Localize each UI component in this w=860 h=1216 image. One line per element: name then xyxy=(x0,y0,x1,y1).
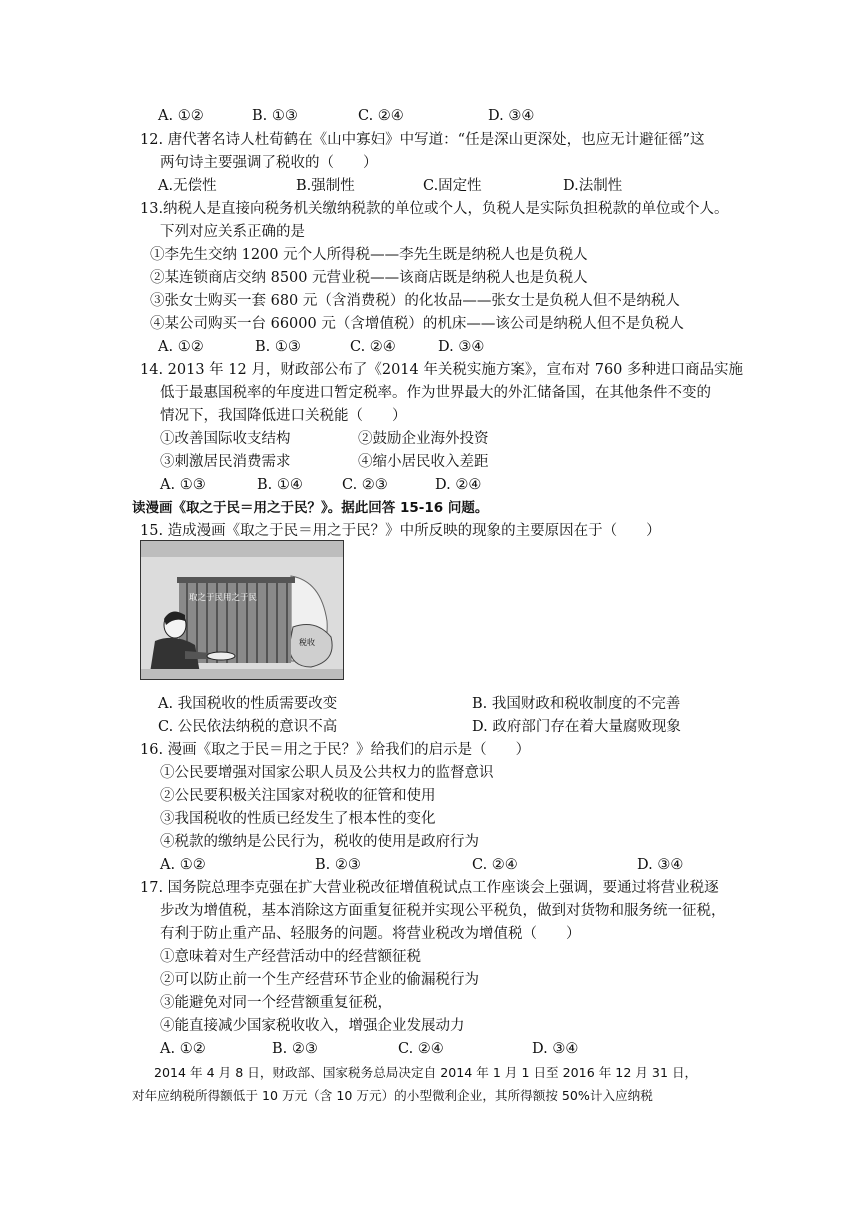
q13-stem-line-1: 13.纳税人是直接向税务机关缴纳税款的单位或个人，负税人是实际负担税款的单位或个人。 xyxy=(140,201,729,217)
cartoon-bag-text: 税收 xyxy=(299,638,315,647)
q17-stem-line-2: 步改为增值税，基本消除这方面重复征税并实现公平税负，做到对货物和服务统一征税， xyxy=(160,903,726,919)
q14-stem-line-1: 14. 2013 年 12 月，财政部公布了《2014 年关税实施方案》，宣布对 760 多种进口商品实施 xyxy=(140,362,744,378)
passage-line-1: 2014 年 4 月 8 日，财政部、国家税务总局决定自 2014 年 1 月 1 日至 2016 年 12 月 31 日， xyxy=(154,1065,698,1080)
q17-item-4: ④能直接减少国家税收收入，增强企业发展动力 xyxy=(160,1018,465,1034)
q17-item-2: ②可以防止前一个生产经营环节企业的偷漏税行为 xyxy=(160,972,479,988)
q17-option-d: D. ③④ xyxy=(532,1041,579,1057)
q17-stem-line-3: 有利于防止重产品、轻服务的问题。将营业税改为增值税（ ） xyxy=(160,926,581,942)
q16-item-4: ④税款的缴纳是公民行为，税收的使用是政府行为 xyxy=(160,834,479,850)
q17-item-1: ①意味着对生产经营活动中的经营额征税 xyxy=(160,949,421,965)
q14-item-3: ③刺激居民消费需求 xyxy=(160,454,291,470)
q13-option-b: B. ①③ xyxy=(255,339,301,355)
q14-item-4: ④缩小居民收入差距 xyxy=(358,454,489,470)
q16-item-2: ②公民要积极关注国家对税收的征管和使用 xyxy=(160,788,436,804)
q14-item-1: ①改善国际收支结构 xyxy=(160,431,291,447)
passage-line-2: 对年应纳税所得额低于 10 万元（含 10 万元）的小型微利企业，其所得额按 50%计入应纳税 xyxy=(132,1088,653,1103)
q17-option-c: C. ②④ xyxy=(398,1041,444,1057)
q14-stem-line-3: 情况下，我国降低进口关税能（ ） xyxy=(160,408,407,424)
q13-stem-line-2: 下列对应关系正确的是 xyxy=(160,224,305,240)
q15-stem: 15. 造成漫画《取之于民＝用之于民？》中所反映的现象的主要原因在于（ ） xyxy=(140,523,661,539)
q16-option-d: D. ③④ xyxy=(637,857,684,873)
q14-option-d: D. ②④ xyxy=(435,477,482,493)
q12-option-a: A.无偿性 xyxy=(158,178,217,194)
q17-stem-line-1: 17. 国务院总理李克强在扩大营业税改征增值税试点工作座谈会上强调，要通过将营业税逐 xyxy=(140,880,719,896)
q17-item-3: ③能避免对同一个经营额重复征税， xyxy=(160,995,392,1011)
q14-option-a: A. ①③ xyxy=(160,477,206,493)
q16-stem: 16. 漫画《取之于民＝用之于民？》给我们的启示是（ ） xyxy=(140,742,531,758)
q13-item-1: ①李先生交纳 1200 元个人所得税——李先生既是纳税人也是负税人 xyxy=(150,247,588,263)
q12-stem-line-1: 12. 唐代著名诗人杜荀鹤在《山中寡妇》中写道：“任是深山更深处，也应无计避征徭”这 xyxy=(140,132,705,148)
q13-item-4: ④某公司购买一台 66000 元（含增值税）的机床——该公司是纳税人但不是负税人 xyxy=(150,316,684,332)
q13-option-d: D. ③④ xyxy=(438,339,485,355)
q12-stem-line-2: 两句诗主要强调了税收的（ ） xyxy=(160,155,378,171)
q16-item-3: ③我国税收的性质已经发生了根本性的变化 xyxy=(160,811,436,827)
q16-option-a: A. ①② xyxy=(160,857,206,873)
q13-option-a: A. ①② xyxy=(158,339,204,355)
cartoon-curtain-text: 取之于民用之于民 xyxy=(189,593,258,603)
q16-item-1: ①公民要增强对国家公职人员及公共权力的监督意识 xyxy=(160,765,494,781)
q17-option-a: A. ①② xyxy=(160,1041,206,1057)
q15-option-c: C. 公民依法纳税的意识不高 xyxy=(158,719,338,735)
q14-stem-line-2: 低于最惠国税率的年度进口暂定税率。作为世界最大的外汇储备国，在其他条件不变的 xyxy=(160,385,711,401)
q15-option-b: B. 我国财政和税收制度的不完善 xyxy=(472,696,681,712)
q11-option-a: A. ①② xyxy=(158,108,204,124)
q14-option-b: B. ①④ xyxy=(257,477,303,493)
q13-option-c: C. ②④ xyxy=(350,339,396,355)
q14-item-2: ②鼓励企业海外投资 xyxy=(358,431,489,447)
q14-option-c: C. ②③ xyxy=(342,477,388,493)
q11-option-d: D. ③④ xyxy=(488,108,535,124)
q16-option-b: B. ②③ xyxy=(315,857,361,873)
q15-option-a: A. 我国税收的性质需要改变 xyxy=(158,696,338,712)
q12-option-b: B.强制性 xyxy=(296,178,355,194)
q13-item-3: ③张女士购买一套 680 元（含消费税）的化妆品——张女士是负税人但不是纳税人 xyxy=(150,293,680,309)
q12-option-d: D.法制性 xyxy=(563,178,623,194)
q17-option-b: B. ②③ xyxy=(272,1041,318,1057)
q15-option-d: D. 政府部门存在着大量腐败现象 xyxy=(472,719,681,735)
cartoon-intro: 读漫画《取之于民＝用之于民？》。据此回答 15-16 问题。 xyxy=(132,500,489,516)
q16-option-c: C. ②④ xyxy=(472,857,518,873)
q11-option-c: C. ②④ xyxy=(358,108,404,124)
q13-item-2: ②某连锁商店交纳 8500 元营业税——该商店既是纳税人也是负税人 xyxy=(150,270,588,286)
q12-option-c: C.固定性 xyxy=(423,178,482,194)
cartoon-drawing xyxy=(141,541,343,679)
q11-option-b: B. ①③ xyxy=(252,108,298,124)
cartoon-image xyxy=(140,540,344,680)
